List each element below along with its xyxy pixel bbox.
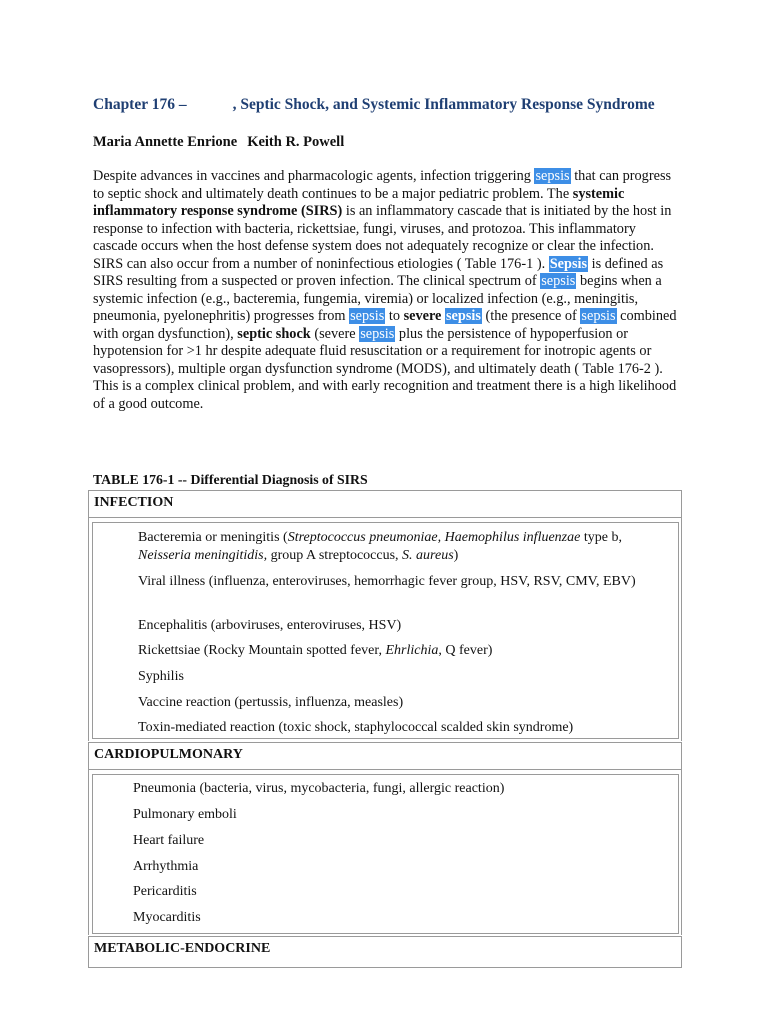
section-heading: CARDIOPULMONARY [89,743,681,770]
intro-paragraph [93,168,683,413]
table-caption: TABLE 176-1 -- Differential Diagnosis of SIRS [93,472,368,487]
text-run: (the presence of [481,308,581,324]
search-highlight: sepsis [581,308,616,324]
list-item: Syphilis [138,669,184,684]
chapter-title [93,95,673,114]
search-highlight: Sepsis [549,255,588,272]
text-run: that can progress to septic shock and ultimately death continues to be a major pediatric problem. The [93,168,672,202]
list-item: Pericarditis [133,884,197,899]
section-heading: METABOLIC-ENDOCRINE [94,941,271,956]
table-section-metabolic-endocrine [88,936,682,968]
text-run: , Q fever) [438,643,493,658]
list-item: Pneumonia (bacteria, virus, mycobacteria, fungi, allergic reaction) [133,781,505,796]
list-item: Vaccine reaction (pertussis, influenza, measles) [138,695,404,710]
table-section-infection [88,490,682,741]
text-run: plus the persistence of hypoperfusion or hypotension for >1 hr despite adequate fluid resuscitation or a requirement for inotropic agents or vasopressors), multiple organ dysfunction syndrome (MODS), and ultimately death ( Table 176-2 ). This is a complex clinical problem, and with early recognition and treatment there is a high likelihood of a good outcome. [93,325,677,412]
search-highlight: sepsis [535,168,570,184]
italic-term: Neisseria meningitidis, [138,547,268,563]
chapter-number: Chapter 176 – [93,96,187,113]
text-run: Bacteremia or meningitis ( [138,530,288,545]
list-item: Heart failure [133,833,205,848]
text-run: is an inflammatory cascade that is initiated by the host in response to infection with bacteria, rickettsiae, fungi, viruses, and protozoa. This inflammatory cascade occurs when the host defense system does not adequately recognize or clear the infection. SIRS can also occur from a number of noninfectious etiologies ( Table 176-1 ). [93,203,672,272]
section-body [92,774,679,934]
search-highlight: sepsis [350,308,385,324]
italic-term: Ehrlichia [385,643,439,658]
text-run: group A streptococcus, [267,547,403,563]
authors [93,133,344,151]
search-highlight: sepsis [360,325,395,342]
section-heading: INFECTION [89,491,681,518]
text-run: Rickettsiae (Rocky Mountain spotted fever, [138,643,386,658]
list-item [138,642,668,660]
bold-term: systemic inflammatory response syndrome (SIRS) [93,185,625,219]
search-highlight: sepsis [445,308,481,324]
bold-term: severe [403,308,442,324]
list-item: Pulmonary emboli [133,807,237,822]
author-1: Maria Annette Enrione [93,134,238,150]
section-body [92,522,679,739]
table-section-cardiopulmonary [88,742,682,935]
chapter-title-text: , Septic Shock, and Systemic Inflammatory Response Syndrome [232,96,655,113]
search-highlight: sepsis [541,273,576,289]
text-run: Despite advances in vaccines and pharmacologic agents, infection triggering [93,168,535,184]
author-2: Keith R. Powell [247,134,345,150]
text-run: is defined as SIRS resulting from a suspected or proven infection. The clinical spectrum of [93,255,664,289]
list-item [138,529,668,564]
list-item: Encephalitis (arboviruses, enteroviruses, HSV) [138,618,402,633]
text-run: combined with organ dysfunction), [93,308,677,342]
text-run: ) [453,547,459,563]
italic-term: Streptococcus pneumoniae, Haemophilus influenzae [287,530,581,545]
list-item: Arrhythmia [133,859,199,874]
bold-term: septic shock [237,325,311,342]
list-item: Toxin-mediated reaction (toxic shock, staphylococcal scalded skin syndrome) [138,720,574,735]
list-item: Viral illness (influenza, enteroviruses, hemorrhagic fever group, HSV, RSV, CMV, EBV) [138,574,636,589]
text-run: begins when a systemic infection (e.g., bacteremia, fungemia, viremia) or localized infection (e.g., meningitis, pneumonia, pyelonephritis) progresses from [93,273,662,324]
text-run: (severe [310,325,360,342]
list-item: Myocarditis [133,910,201,925]
italic-term: S. aureus [402,547,454,563]
text-run: type b, [580,530,622,545]
text-run: to [385,308,404,324]
